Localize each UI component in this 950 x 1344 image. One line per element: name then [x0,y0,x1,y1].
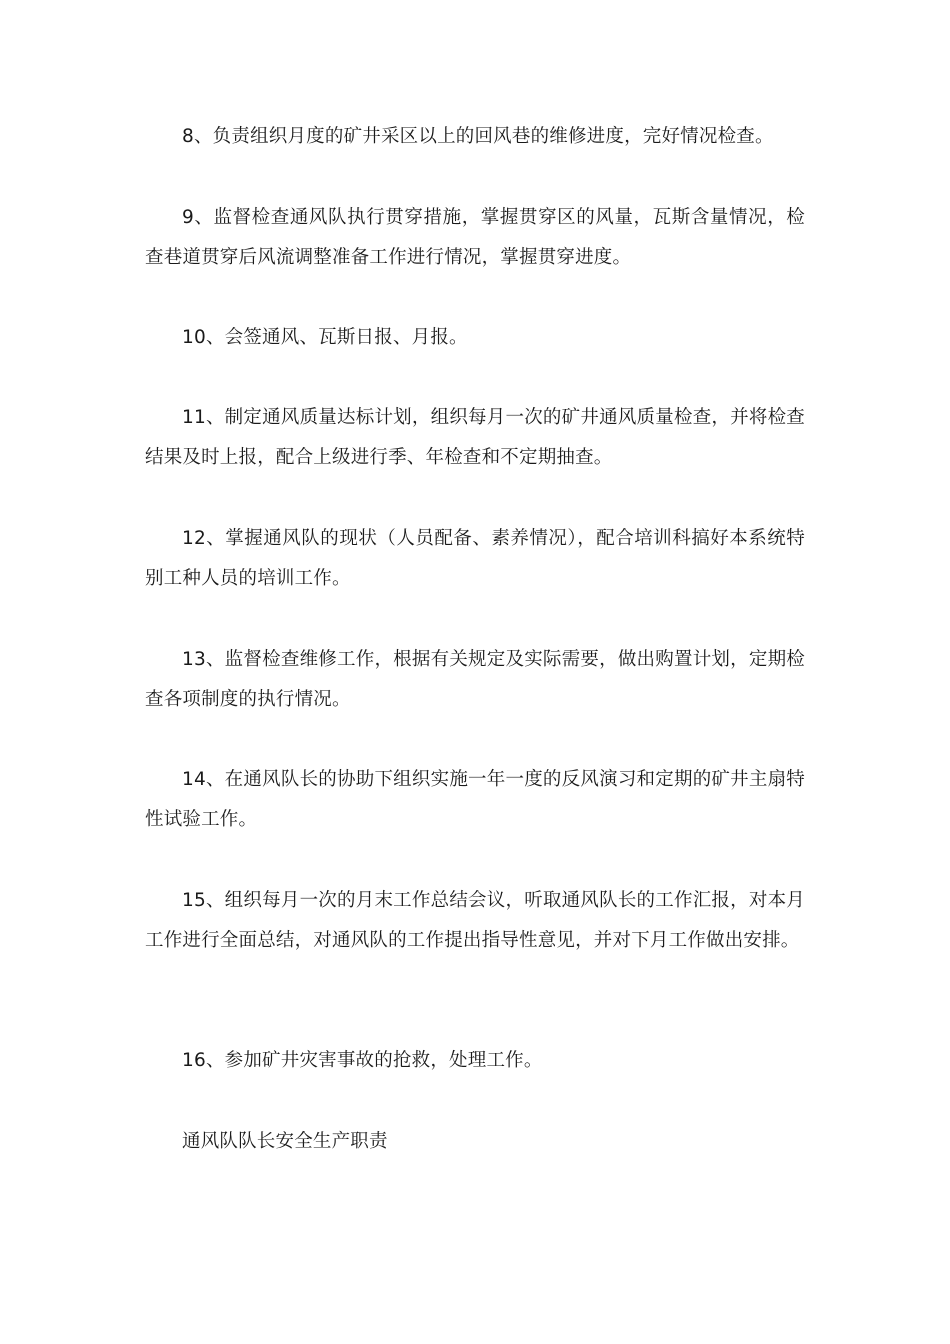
duty-item-14: 14、在通风队长的协助下组织实施一年一度的反风演习和定期的矿井主扇特性试验工作。 [145,769,805,830]
duty-item-15: 15、组织每月一次的月末工作总结会议，听取通风队长的工作汇报，对本月工作进行全面总结，对通风队的工作提出指导性意见，并对下月工作做出安排。 [145,890,805,951]
section-heading: 通风队队长安全生产职责 [182,1131,388,1152]
duty-item-11: 11、制定通风质量达标计划，组织每月一次的矿井通风质量检查，并将检查结果及时上报，配合上级进行季、年检查和不定期抽查。 [145,407,805,468]
duty-item-16: 16、参加矿井灾害事故的抢救，处理工作。 [182,1050,543,1071]
duty-item-12: 12、掌握通风队的现状（人员配备、素养情况），配合培训科搞好本系统特别工种人员的培训工作。 [145,528,805,589]
duty-item-8: 8、负责组织月度的矿井采区以上的回风巷的维修进度，完好情况检查。 [182,126,774,147]
duty-item-10: 10、会签通风、瓦斯日报、月报。 [182,327,468,348]
duty-item-9: 9、监督检查通风队执行贯穿措施，掌握贯穿区的风量，瓦斯含量情况，检查巷道贯穿后风流调整准备工作进行情况，掌握贯穿进度。 [145,207,805,268]
duty-item-13: 13、监督检查维修工作，根据有关规定及实际需要，做出购置计划，定期检查各项制度的执行情况。 [145,649,805,710]
